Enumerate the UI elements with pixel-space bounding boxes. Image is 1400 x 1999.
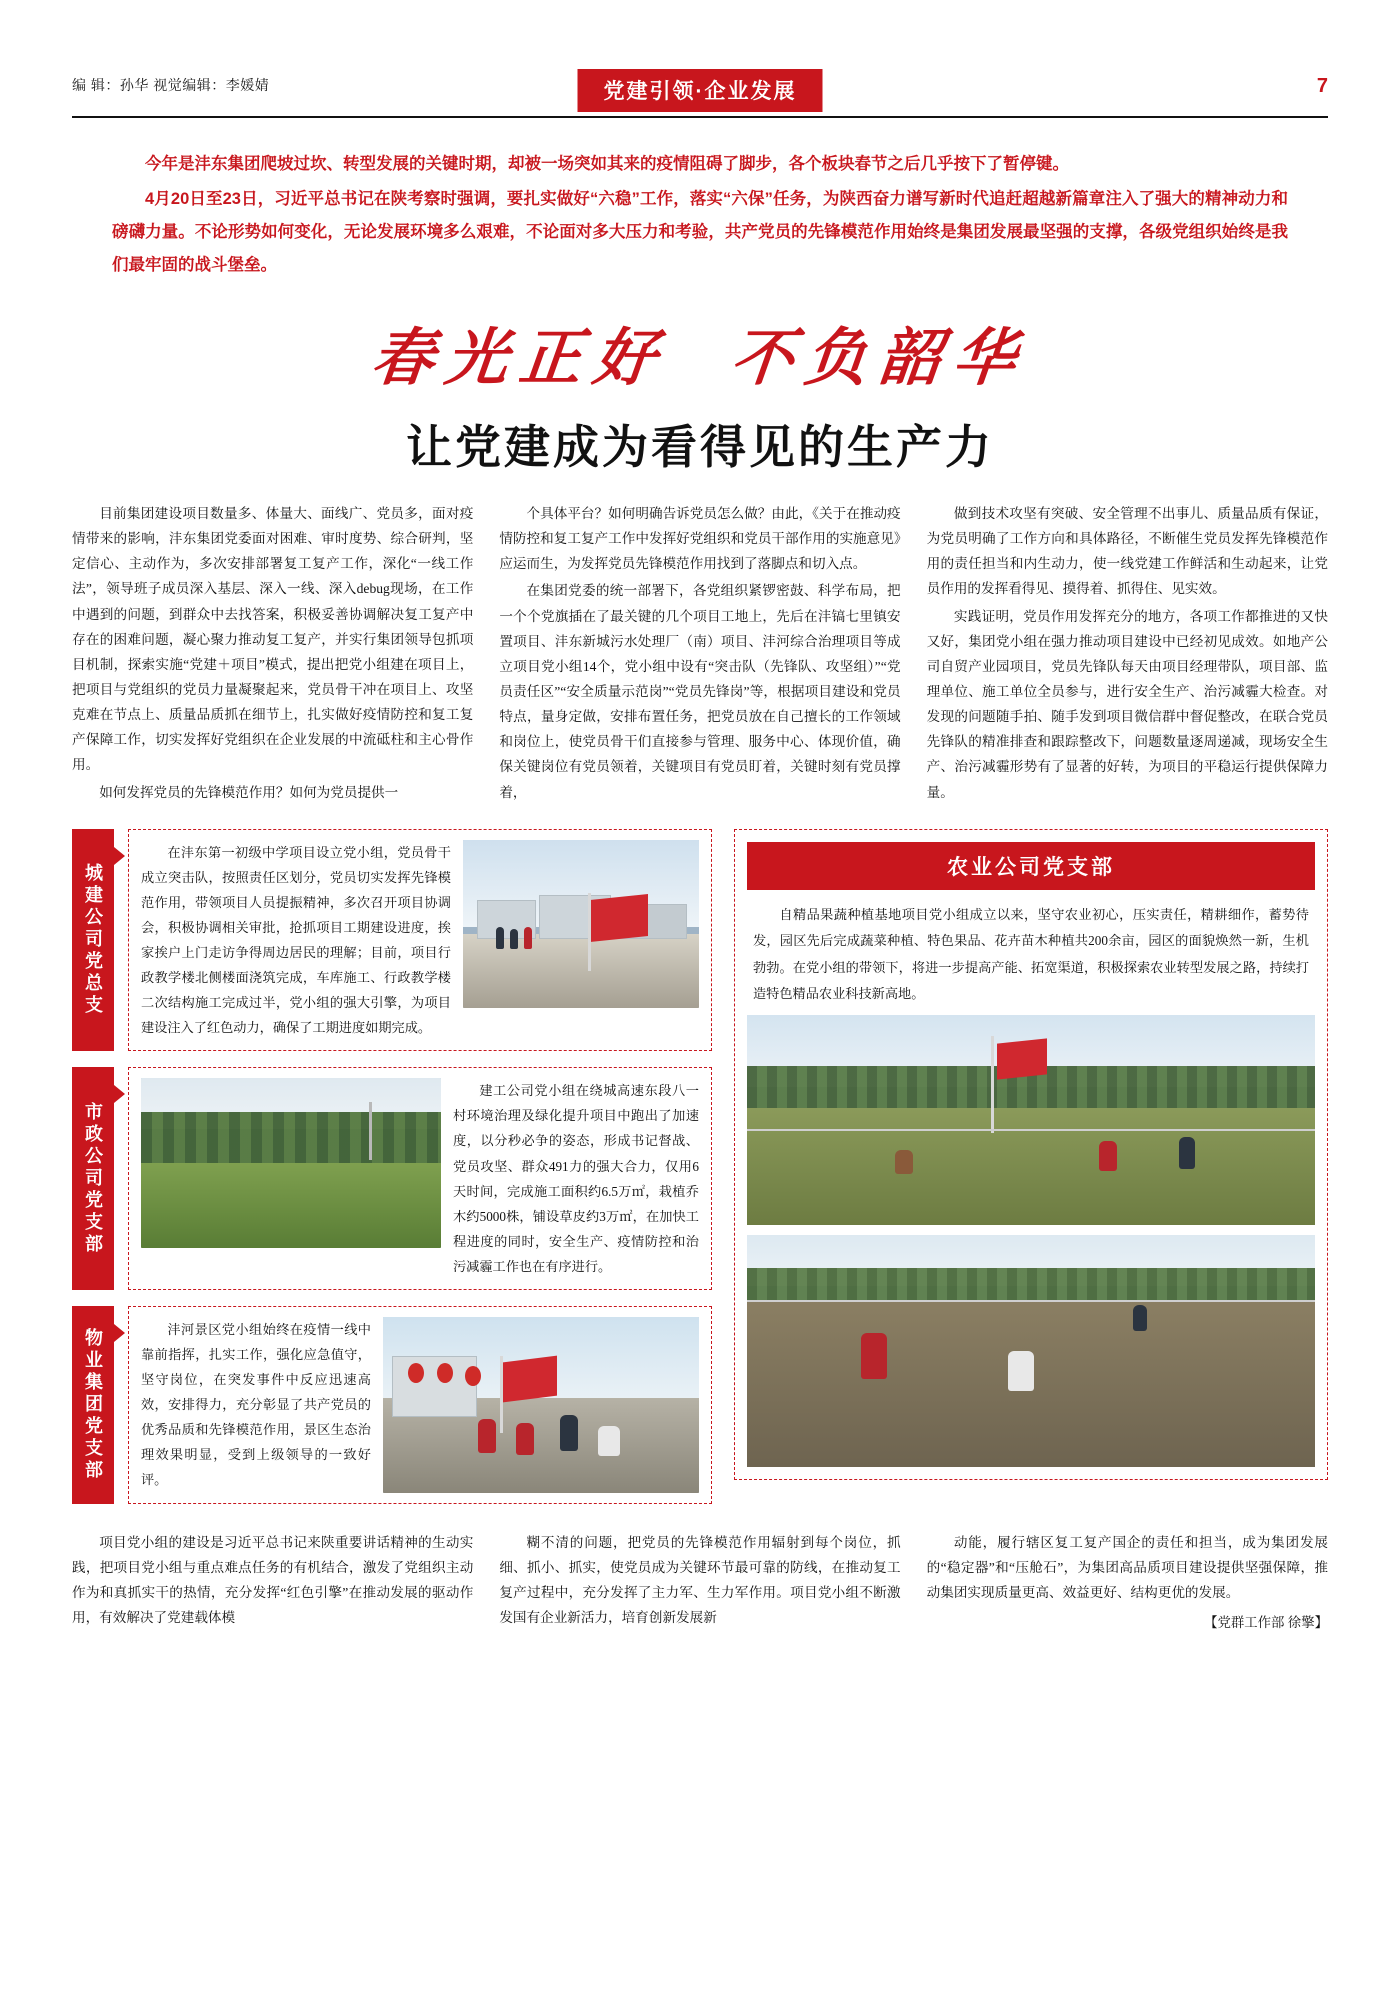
calligraphy-title xyxy=(67,308,1332,397)
feature-content xyxy=(128,1067,712,1290)
paragraph: 动能，履行辖区复工复产国企的责任和担当，成为集团发展的“稳定器”和“压舱石”，为集团高品质项目建设提供坚强保障，推动集团实现质量更高、效益更好、结构更优的发展。 xyxy=(926,1534,1328,1601)
masthead xyxy=(72,60,1328,118)
feature-photo-green-park xyxy=(141,1078,441,1248)
body-column-3 xyxy=(927,501,1328,807)
agriculture-photo-greenhouse xyxy=(747,1015,1315,1225)
lead-paragraphs xyxy=(72,148,1328,282)
lead-paragraph-2: 4月20日至23日，习近平总书记在陕考察时强调，要扎实做好“六稳”工作，落实“六保”任务，为陕西奋力谱写新时代追赶超越新篇章注入了强大的精神动力和磅礴力量。不论形势如何变化，无论发展环境多么艰难，不论面对多大压力和考验，共产党员的先锋模范作用始终是集团发展最坚强的支撑，各级党组织始终是我们最牢固的战斗堡垒。 xyxy=(112,190,1288,274)
paragraph: 糊不清的问题，把党员的先锋模范作用辐射到每个岗位，抓细、抓小、抓实，使党员成为关键环节最可靠的防线，在推动复工复产过程中，充分发挥了主力军、生力军作用。项目党小组不断激发国有企业新活力，培育创新发展新 xyxy=(499,1534,901,1626)
feature-left-column xyxy=(72,829,712,1520)
section-banner: 党建引领·企业发展 xyxy=(578,69,823,112)
feature-block xyxy=(72,1067,712,1290)
agriculture-panel-header: 农业公司党支部 xyxy=(747,842,1315,890)
feature-section xyxy=(72,829,1328,1520)
paragraph: 如何发挥党员的先锋模范作用？如何为党员提供一 xyxy=(99,784,399,800)
feature-tab-label: 市政公司党支部 xyxy=(72,1067,114,1290)
feature-photo-volunteers xyxy=(383,1317,699,1493)
feature-tab-label: 物业集团党支部 xyxy=(72,1306,114,1504)
feature-text: 沣河景区党小组始终在疫情一线中靠前指挥，扎实工作，强化应急值守，坚守岗位，在突发事件中反应迅速高效，安排得力，充分彰显了共产党员的优秀品质和先锋模范作用，景区生态治理效果明显，受到上级领导的一致好评。 xyxy=(141,1321,371,1488)
feature-tab-label: 城建公司党总支 xyxy=(72,829,114,1052)
calligraphy-right: 不负韶华 xyxy=(727,325,1031,393)
feature-right-column xyxy=(734,829,1328,1520)
paragraph: 做到技术攻坚有突破、安全管理不出事儿、质量品质有保证，为党员明确了工作方向和具体路径，不断催生党员发挥先锋模范作用的责任担当和内生动力，使一线党建工作鲜活和生动起来，让党员作用的发挥看得见、摸得着、抓得住、见实效。 xyxy=(926,506,1328,597)
feature-photo-construction-site xyxy=(463,840,699,1008)
paragraph: 实践证明，党员作用发挥充分的地方，各项工作都推进的又快又好，集团党小组在强力推动项目建设中已经初见成效。如地产公司自贸产业园项目，党员先锋队每天由项目经理带队，项目部、监理单位、施工单位全员参与，进行安全生产、治污减霾大检查。对发现的问题随手拍、随手发到项目微信群中督促整改，在联合党员先锋队的精准排查和跟踪整改下，问题数量逐周递减，现场安全生产、治污减霾形势有了显著的好转，为项目的平稳运行提供保障力量。 xyxy=(926,608,1328,800)
feature-content xyxy=(128,1306,712,1504)
paragraph: 项目党小组的建设是习近平总书记来陕重要讲话精神的生动实践，把项目党小组与重点难点任务的有机结合，激发了党组织主动作为和真抓实干的热情，充分发挥“红色引擎”在推动发展的驱动作用，有效解决了党建载体模 xyxy=(72,1534,474,1626)
page-title: 让党建成为看得见的生产力 xyxy=(406,421,994,473)
closing-column-2 xyxy=(499,1530,900,1636)
body-column-1 xyxy=(72,501,473,807)
agriculture-panel xyxy=(734,829,1328,1481)
paragraph: 目前集团建设项目数量多、体量大、面线广、党员多，面对疫情带来的影响，沣东集团党委面对困难、审时度势、综合研判，坚定信心、主动作为，多次安排部署复工复产工作，深化“一线工作法”，领导班子成员深入基层、深入一线、深入debug现场，在工作中遇到的问题，到群众中去找答案，积极妥善协调解决复工复产中存在的困难问题，凝心聚力推动复工复产，并实行集团领导包抓项目机制，探索实施“党建＋项目”模式，提出把党小组建在项目上，把项目与党组织的党员力量凝聚起来，党员骨干冲在项目上、攻坚克难在节点上、质量品质抓在细节上，扎实做好疫情防控和复工复产保障工作，切实发挥好党组织在企业发展的中流砥柱和主心骨作用。 xyxy=(72,506,474,773)
paragraph: 在集团党委的统一部署下，各党组织紧锣密鼓、科学布局，把一个个党旗插在了最关键的几个项目工地上，先后在沣镐七里镇安置项目、沣东新城污水处理厂（南）项目、沣河综合治理项目等成立项目党小组14个，党小组中设有“突击队（先锋队、攻坚组）”“党员责任区”“安全质量示范岗”“党员先锋岗”等，根据项目建设和党员特点，量身定做，安排布置任务，把党员放在自己擅长的工作领域和岗位上，使党员骨干们直接参与管理、服务中心、体现价值，确保关键岗位有党员领着，关键项目有党员盯着，关键时刻有党员撑着， xyxy=(499,583,901,800)
page-number: 7 xyxy=(1316,74,1328,97)
article-body xyxy=(72,501,1328,807)
closing-section xyxy=(72,1530,1328,1636)
lead-paragraph-1: 今年是沣东集团爬坡过坎、转型发展的关键时期，却被一场突如其来的疫情阻碍了脚步，各个板块春节之后几乎按下了暂停键。 xyxy=(145,155,1069,173)
editors-line: 编 辑：孙华 视觉编辑：李媛婧 xyxy=(72,77,270,93)
calligraphy-left: 春光正好 xyxy=(367,325,672,393)
closing-column-3 xyxy=(927,1530,1328,1636)
feature-text: 在沣东第一初级中学项目设立党小组，党员骨干成立突击队，按照责任区划分，党员切实发挥先锋模范作用，带领项目人员提振精神，多次召开项目协调会，积极协调相关审批，抢抓项目工期建设进度，挨家挨户上门走访争得周边居民的理解；目前，项目行政教学楼北侧楼面浇筑完成，车库施工、行政教学楼二次结构施工完成过半，党小组的强大引擎，为项目建设注入了红色动力，确保了工期进度如期完成。 xyxy=(141,844,451,1036)
closing-column-1 xyxy=(72,1530,473,1636)
byline: 【党群工作部 徐擎】 xyxy=(1204,1615,1328,1631)
feature-content xyxy=(128,829,712,1052)
body-column-2 xyxy=(499,501,900,807)
feature-text: 建工公司党小组在绕城高速东段八一村环境治理及绿化提升项目中跑出了加速度，以分秒必争的姿态，形成书记督战、党员攻坚、群众491力的强大合力，仅用6天时间，完成施工面积约6.5万㎡，栽植乔木约5000株，铺设草皮约3万㎡，在加快工程进度的同时，安全生产、疫情防控和治污减霾工作也在有序进行。 xyxy=(453,1083,699,1274)
agriculture-panel-text: 自精品果蔬种植基地项目党小组成立以来，坚守农业初心，压实责任，精耕细作，蓄势待发，园区先后完成蔬菜种植、特色果品、花卉苗木种植共200余亩，园区的面貌焕然一新，生机勃勃。在党小组的带领下，将进一步提高产能、拓宽渠道，积极探索农业转型发展之路，持续打造特色精品农业科技新高地。 xyxy=(753,906,1309,1001)
feature-block xyxy=(72,1306,712,1504)
paragraph: 个具体平台？如何明确告诉党员怎么做？由此，《关于在推动疫情防控和复工复产工作中发挥好党组织和党员干部作用的实施意见》应运而生，为发挥党员先锋模范作用找到了落脚点和切入点。 xyxy=(499,506,901,572)
agriculture-photo-farmers xyxy=(747,1235,1315,1467)
feature-block xyxy=(72,829,712,1052)
